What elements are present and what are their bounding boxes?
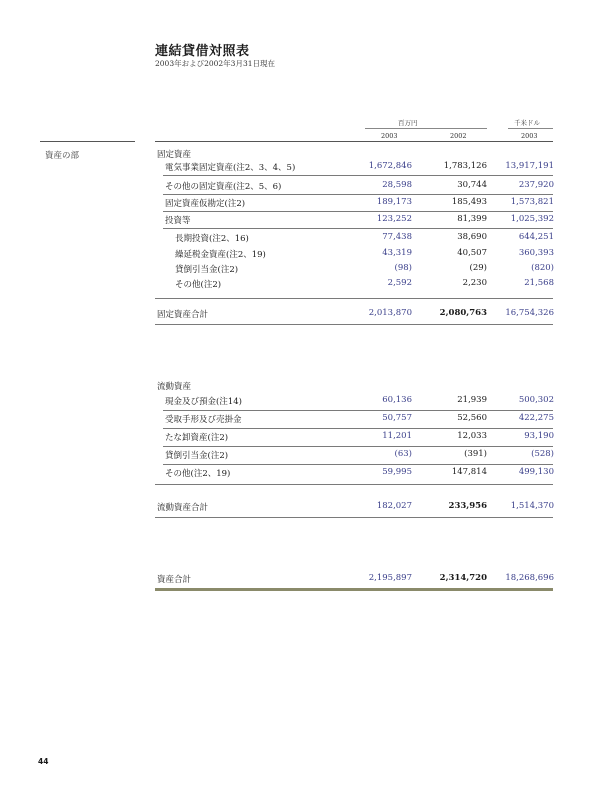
row-label: 資産合計 <box>157 575 192 585</box>
table-row <box>0 180 609 194</box>
row-label: その他(注2) <box>175 280 222 290</box>
total-rule <box>155 588 553 591</box>
value-2003-yen: 11,201 <box>382 431 412 441</box>
table-row <box>0 263 609 277</box>
table-row-subtotal <box>0 501 609 515</box>
row-label: 流動資産 <box>157 382 192 392</box>
row-rule <box>163 194 553 195</box>
value-2003-yen: (63) <box>394 449 412 459</box>
value-2003-yen: 2,195,897 <box>368 573 412 583</box>
table-row <box>0 395 609 409</box>
table-row <box>0 214 609 228</box>
value-2003-usd: 644,251 <box>518 232 554 242</box>
value-2002-yen: 40,507 <box>457 248 487 258</box>
value-2003-usd: 1,514,370 <box>510 501 554 511</box>
table-row-subtotal <box>0 308 609 322</box>
value-2002-yen: 185,493 <box>451 197 487 207</box>
value-2003-usd: (820) <box>531 263 554 273</box>
value-2002-yen: 38,690 <box>457 232 487 242</box>
value-2002-yen: 21,939 <box>457 395 487 405</box>
row-label: 固定資産仮勘定(注2) <box>165 199 246 209</box>
row-label: 受取手形及び売掛金 <box>165 415 242 425</box>
table-top-rule <box>155 141 553 142</box>
value-2003-usd: 360,393 <box>518 248 554 258</box>
value-2002-yen: 233,956 <box>448 501 487 511</box>
table-row-total <box>0 573 609 587</box>
row-rule <box>155 517 553 518</box>
value-2003-yen: 28,598 <box>382 180 412 190</box>
value-2003-usd: 500,302 <box>518 395 554 405</box>
value-2002-yen: 30,744 <box>457 180 487 190</box>
subtotal-rule <box>155 484 553 485</box>
value-2003-yen: 2,013,870 <box>368 308 412 318</box>
table-row <box>0 431 609 445</box>
value-2003-usd: 16,754,326 <box>505 308 554 318</box>
year-col-1: 2003 <box>381 132 398 140</box>
value-2002-yen: 12,033 <box>457 431 487 441</box>
value-2003-usd: 93,190 <box>524 431 554 441</box>
row-label: たな卸資産(注2) <box>165 433 229 443</box>
value-2003-usd: 237,920 <box>518 180 554 190</box>
row-label: 流動資産合計 <box>157 503 209 513</box>
header-rule-yen <box>365 128 487 129</box>
value-2003-yen: 189,173 <box>376 197 412 207</box>
value-2003-yen: 2,592 <box>387 278 412 288</box>
table-row <box>0 380 609 394</box>
value-2002-yen: 2,230 <box>462 278 487 288</box>
row-label: その他の固定資産(注2、5、6) <box>165 182 282 192</box>
row-rule <box>163 446 553 447</box>
value-2003-yen: 77,438 <box>382 232 412 242</box>
value-2003-yen: 50,757 <box>382 413 412 423</box>
value-2002-yen: 1,783,126 <box>443 161 487 171</box>
page-number: 44 <box>38 757 49 766</box>
table-row <box>0 148 609 162</box>
table-row <box>0 197 609 211</box>
value-2003-usd: 1,573,821 <box>510 197 554 207</box>
row-label: 貸倒引当金(注2) <box>165 451 229 461</box>
value-2002-yen: (29) <box>469 263 487 273</box>
row-label: 長期投資(注2、16) <box>175 234 249 244</box>
unit-million-yen: 百万円 <box>398 119 418 127</box>
value-2002-yen: 2,080,763 <box>439 308 487 318</box>
value-2003-usd: 13,917,191 <box>505 161 554 171</box>
value-2003-yen: 60,136 <box>382 395 412 405</box>
row-rule <box>163 428 553 429</box>
value-2003-yen: 1,672,846 <box>368 161 412 171</box>
page-subtitle: 2003年および2002年3月31日現在 <box>155 59 275 68</box>
row-label: 繰延税金資産(注2、19) <box>175 250 266 260</box>
row-rule <box>163 228 553 229</box>
table-row <box>0 161 609 175</box>
row-label: 現金及び預金(注14) <box>165 397 242 407</box>
value-2003-usd: (528) <box>531 449 554 459</box>
row-rule <box>163 175 553 176</box>
row-rule <box>163 211 553 212</box>
row-rule <box>155 324 553 325</box>
table-row <box>0 449 609 463</box>
year-col-2: 2002 <box>450 132 467 140</box>
section-label-assets: 資産の部 <box>45 151 80 161</box>
year-col-3: 2003 <box>521 132 538 140</box>
value-2003-yen: 43,319 <box>382 248 412 258</box>
value-2003-usd: 1,025,392 <box>510 214 554 224</box>
row-label: その他(注2、19) <box>165 469 231 479</box>
value-2003-usd: 21,568 <box>524 278 554 288</box>
value-2002-yen: 81,399 <box>457 214 487 224</box>
row-label: 電気事業固定資産(注2、3、4、5) <box>165 163 296 173</box>
value-2003-yen: 182,027 <box>376 501 412 511</box>
table-row <box>0 467 609 481</box>
row-rule <box>163 464 553 465</box>
unit-thousand-usd: 千米ドル <box>514 119 540 127</box>
value-2003-usd: 422,275 <box>518 413 554 423</box>
value-2003-usd: 499,130 <box>518 467 554 477</box>
value-2003-yen: (98) <box>394 263 412 273</box>
value-2002-yen: 147,814 <box>451 467 487 477</box>
page-title: 連結貸借対照表 <box>155 44 250 59</box>
value-2002-yen: (391) <box>464 449 487 459</box>
value-2002-yen: 52,560 <box>457 413 487 423</box>
row-rule <box>163 410 553 411</box>
row-label: 固定資産合計 <box>157 310 209 320</box>
table-row <box>0 278 609 292</box>
table-row <box>0 248 609 262</box>
row-label: 投資等 <box>165 216 191 226</box>
table-row <box>0 413 609 427</box>
value-2002-yen: 2,314,720 <box>439 573 487 583</box>
subtotal-rule <box>155 298 553 299</box>
section-rule <box>40 141 135 142</box>
value-2003-yen: 59,995 <box>382 467 412 477</box>
row-label: 貸倒引当金(注2) <box>175 265 239 275</box>
header-rule-usd <box>508 128 553 129</box>
value-2003-usd: 18,268,696 <box>505 573 554 583</box>
table-row <box>0 232 609 246</box>
row-label: 固定資産 <box>157 150 192 160</box>
value-2003-yen: 123,252 <box>376 214 412 224</box>
